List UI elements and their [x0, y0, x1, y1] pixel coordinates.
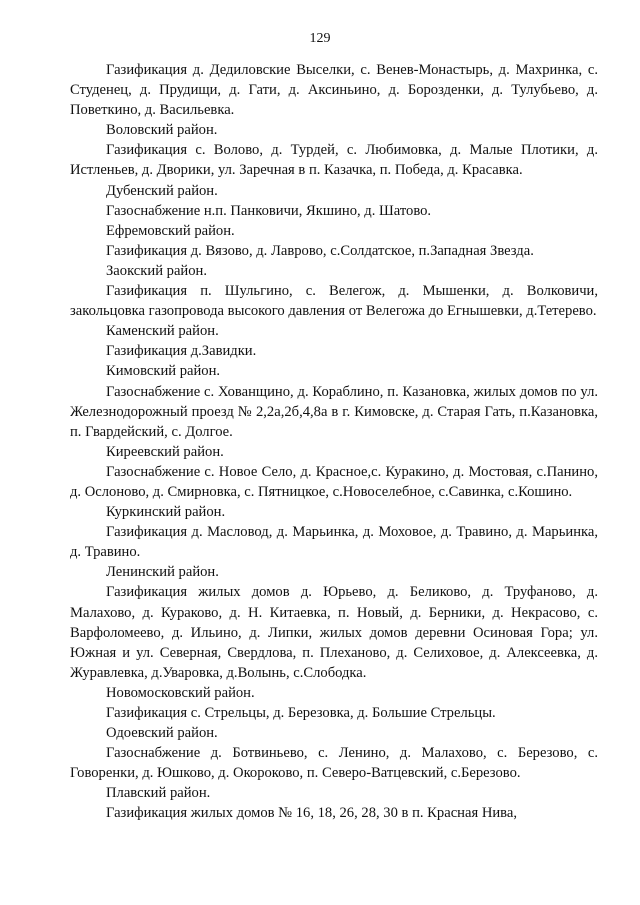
paragraph-gasification-vyazovo: Газификация д. Вязово, д. Лаврово, с.Солдатское, п.Западная Звезда.	[106, 242, 534, 259]
district-heading-efremovsky: Ефремовский район.	[106, 222, 235, 239]
paragraph-gasification-maslovod: Газификация д. Масловод, д. Марьинка, д. Моховое, д. Травино, д. Марьинка, д. Травино.	[70, 524, 598, 561]
district-heading-odoevsky: Одоевский район.	[106, 725, 218, 742]
paragraph-gasification-zavidki: Газификация д.Завидки.	[106, 343, 257, 360]
district-heading-kimovsky: Кимовский район.	[106, 363, 221, 380]
paragraph-gas-supply-pankovichi: Газоснабжение н.п. Панковичи, Якшино, д. Шатово.	[106, 202, 432, 219]
paragraph-gasification-dedilovskie: Газификация д. Дедиловские Выселки, с. Венев-Монастырь, д. Махринка, с. Студенец, д. Прудищи, д. Гати, д. Аксиньино, д. Борозденки, д. Тулубьево, д. Поветкино, д. Васильевка.	[70, 62, 598, 119]
district-heading-leninsky: Ленинский район.	[106, 564, 219, 581]
district-heading-volovsky: Воловский район.	[106, 122, 218, 139]
district-heading-kurkinsky: Куркинский район.	[106, 504, 226, 521]
paragraph-gasification-krasnaya-niva: Газификация жилых домов № 16, 18, 26, 28, 30 в п. Красная Нива,	[106, 805, 517, 822]
paragraph-gasification-streltsy: Газификация с. Стрельцы, д. Березовка, д. Большие Стрельцы.	[106, 705, 496, 721]
document-body	[70, 60, 598, 824]
paragraph-gas-supply-khovanshchino: Газоснабжение с. Хованщино, д. Кораблино, п. Казановка, жилых домов по ул. Железнодорожный проезд № 2,2а,2б,4,8а в г. Кимовске, д. Старая Гать, п.Казановка, п. Гвардейский, с. Долгое.	[70, 383, 598, 440]
district-heading-dubensky: Дубенский район.	[106, 182, 218, 199]
district-heading-plavsky: Плавский район.	[106, 785, 211, 802]
paragraph-gasification-yurevo: Газификация жилых домов д. Юрьево, д. Беликово, д. Труфаново, д. Малахово, д. Кураково, д. Н. Китаевка, п. Новый, д. Берники, д. Некрасово, с. Варфоломеево, д. Ильино, д. Липки, жилых домов деревни Осиновая Гора; ул. Южная и ул. Северная, Свердлова, п. Плеханово, д. Селиховое, д. Алексеевка, д. Журавлевка, д.Уваровка, д.Волынь, с.Слободка.	[70, 584, 598, 681]
district-heading-kamensky: Каменский район.	[106, 323, 219, 340]
paragraph-gasification-volovo: Газификация с. Волово, д. Турдей, с. Любимовка, д. Малые Плотики, д. Истленьев, д. Дворики, ул. Заречная в п. Казачка, п. Победа, д. Красавка.	[70, 142, 598, 179]
paragraph-gas-supply-novoe-selo: Газоснабжение с. Новое Село, д. Красное,с. Куракино, д. Мостовая, с.Панино, д. Ослоново, д. Смирновка, с. Пятницкое, с.Новоселебное, с.Савинка, с.Кошино.	[70, 463, 598, 500]
district-heading-novomoskovsky: Новомосковский район.	[106, 684, 255, 701]
paragraph-gasification-shulgino: Газификация п. Шульгино, с. Велегож, д. Мышенки, д. Волковичи, закольцовка газопровода высокого давления от Велегожа до Егнышевки, д.Тетерево.	[70, 283, 598, 320]
district-heading-zaoksky: Заокский район.	[106, 262, 207, 279]
page-number: 129	[309, 31, 331, 46]
paragraph-gas-supply-botvinevo: Газоснабжение д. Ботвиньево, с. Ленино, д. Малахово, с. Березово, с. Говоренки, д. Юшково, д. Окороково, п. Северо-Ватцевский, с.Березово.	[70, 745, 598, 782]
district-heading-kireevsky: Киреевский район.	[106, 443, 224, 460]
